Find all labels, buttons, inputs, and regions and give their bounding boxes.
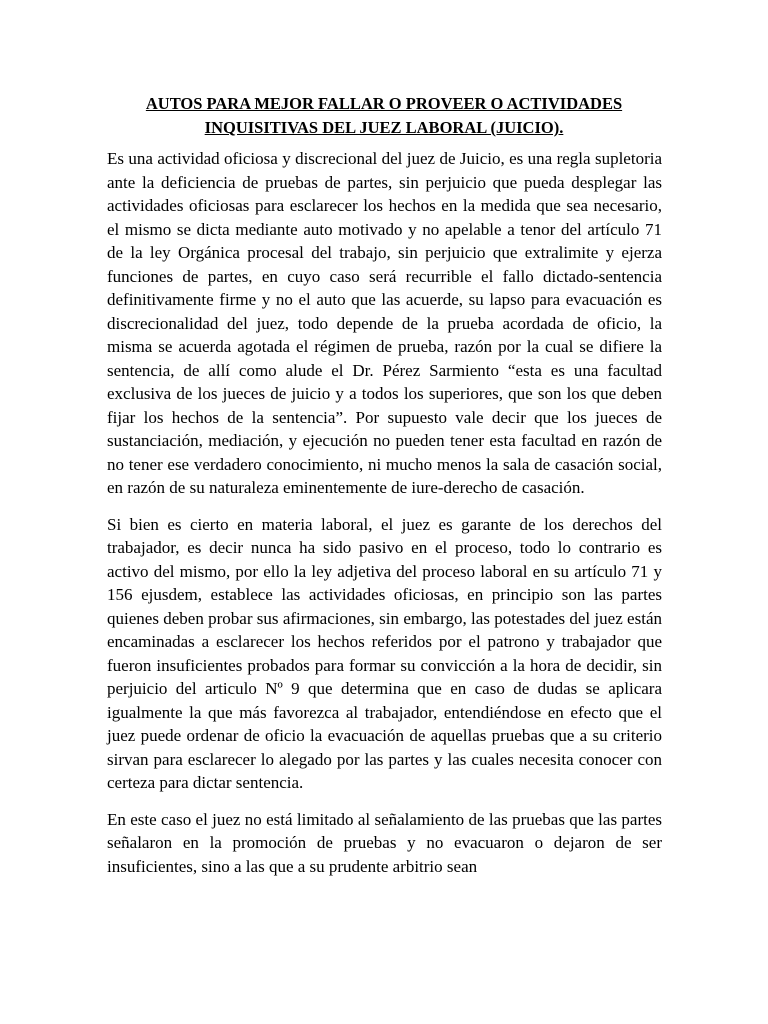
document-body <box>107 147 662 891</box>
paragraph-2: Si bien es cierto en materia laboral, el juez es garante de los derechos del trabajador, es decir nunca ha sido pasivo en el proceso, todo lo contrario es activo del mismo, por ello la ley adjetiva del proceso laboral en su artículo 71 y 156 ejusdem, establece las actividades oficiosas, en principio son las partes quienes deben probar sus afirmaciones, sin embargo, las potestades del juez están encaminadas a esclarecer los hechos referidos por el patrono y trabajador que fueron insuficientes probados para formar su convicción a la hora de decidir, sin perjuicio del articulo Nº 9 que determina que en caso de dudas se aplicara igualmente la que más favorezca al trabajador, entendiéndose en efecto que el juez puede ordenar de oficio la evacuación de aquellas pruebas que a su criterio sirvan para esclarecer lo alegado por las partes y las cuales necesita conocer con certeza para dictar sentencia. <box>107 514 662 792</box>
paragraph-3: En este caso el juez no está limitado al señalamiento de las pruebas que las partes señalaron en la promoción de pruebas y no evacuaron o dejaron de ser insuficientes, sino a las que a su prudente arbitrio sean <box>107 809 662 876</box>
document-title <box>104 92 664 140</box>
paragraph-1: Es una actividad oficiosa y discrecional del juez de Juicio, es una regla supletoria ante la deficiencia de pruebas de partes, sin perjuicio que pueda desplegar las actividades oficiosas para esclarecer los hechos en la medida que sea necesario, el mismo se dicta mediante auto motivado y no apelable a tenor del artículo 71 de la ley Orgánica procesal del trabajo, sin perjuicio que extralimite y ejerza funciones de partes, en cuyo caso será recurrible el fallo dictado-sentencia definitivamente firme y no el auto que las acuerde, su lapso para evacuación es discrecionalidad del juez, todo depende de la prueba acordada de oficio, la misma se acuerda agotada el régimen de prueba, razón por la cual se difiere la sentencia, de allí como alude el Dr. Pérez Sarmiento “esta es una facultad exclusiva de los jueces de juicio y a todos los superiores, que son los que deben fijar los hechos de la sentencia”. Por supuesto vale decir que los jueces de sustanciación, mediación, y ejecución no pueden tener esta facultad en razón de no tener ese verdadero conocimiento, ni mucho menos la sala de casación social, en razón de su naturaleza eminentemente de iure-derecho de casación. <box>107 149 662 497</box>
title-line-2: INQUISITIVAS DEL JUEZ LABORAL (JUICIO). <box>204 118 564 137</box>
title-line-1: AUTOS PARA MEJOR FALLAR O PROVEER O ACTIVIDADES <box>145 94 623 113</box>
